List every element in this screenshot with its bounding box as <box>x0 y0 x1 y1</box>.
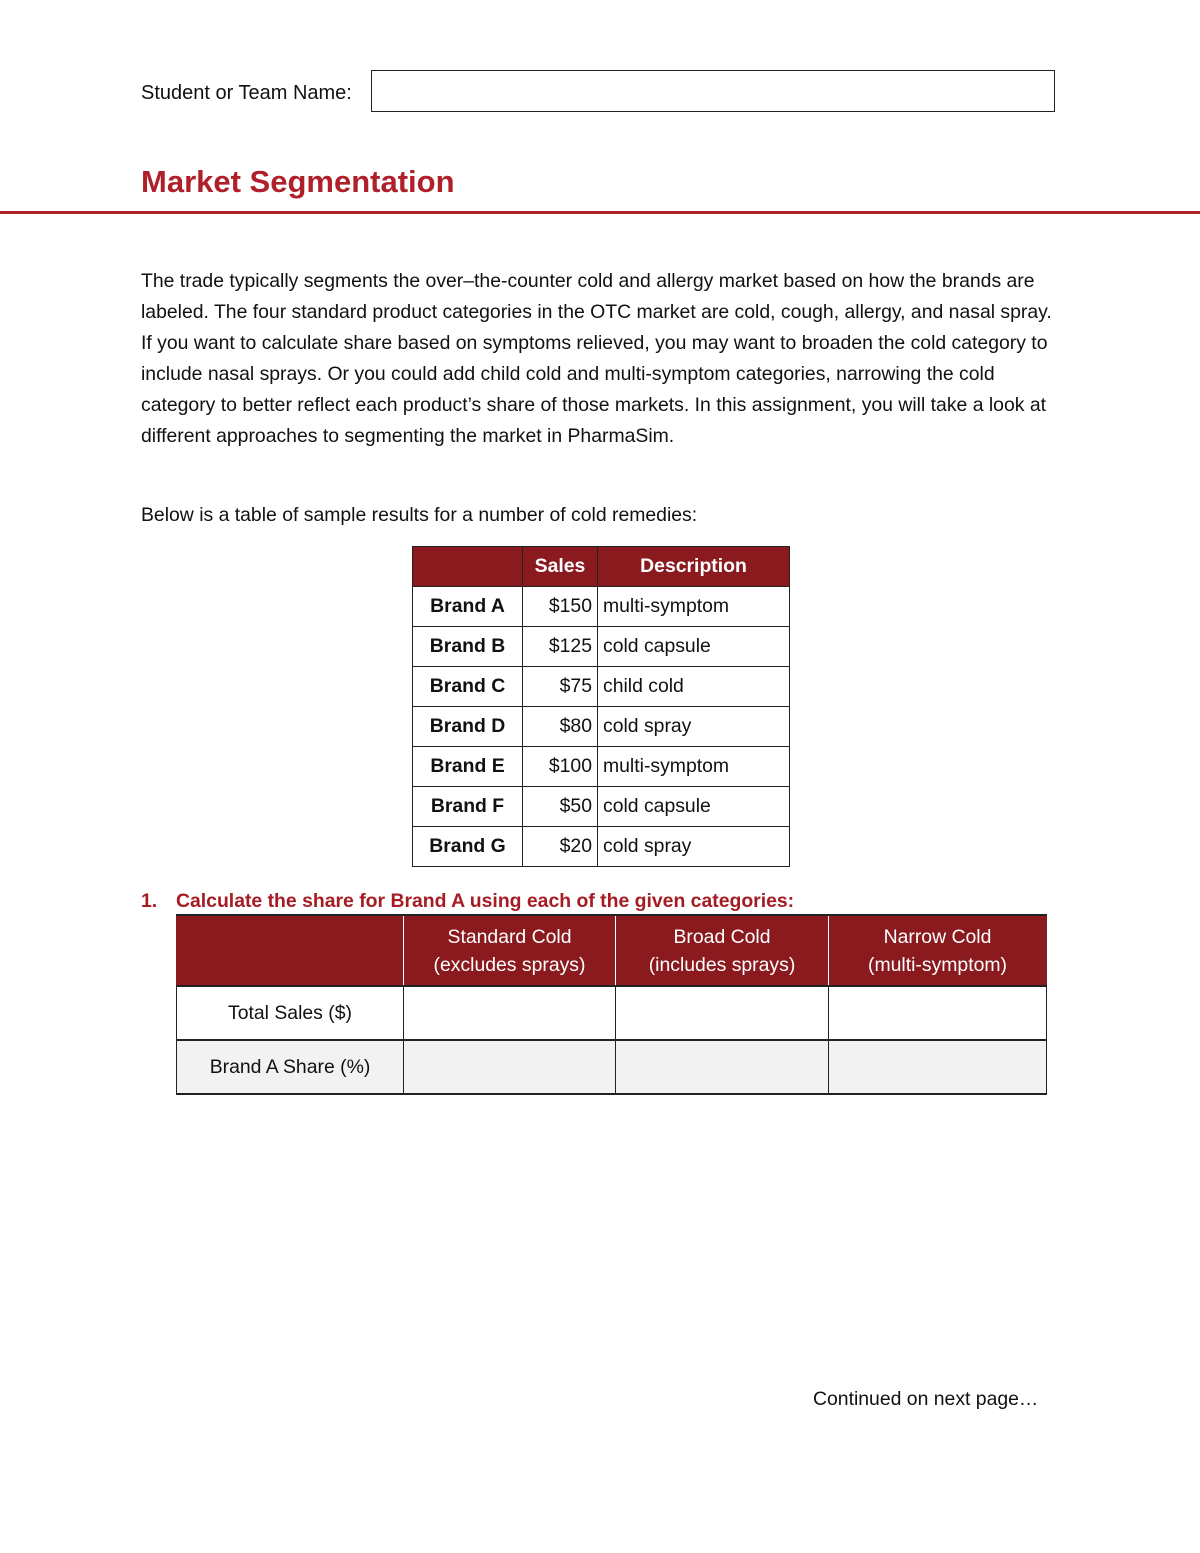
description-cell: child cold <box>598 667 790 707</box>
brand-cell: Brand D <box>413 707 523 747</box>
description-cell: cold spray <box>598 827 790 867</box>
question-text: Calculate the share for Brand A using each of the given categories: <box>176 890 795 912</box>
table-intro-text: Below is a table of sample results for a number of cold remedies: <box>141 504 698 526</box>
intro-paragraph: The trade typically segments the over–the-counter cold and allergy market based on how the brands are labeled. The four standard product categories in the OTC market are cold, cough, allergy, and nasal spray. If you want to calculate share based on symptoms relieved, you may want to broaden the cold category to include nasal sprays. Or you could add child cold and multi-symptom categories, narrowing the cold category to better reflect each product’s share of those markets. In this assignment, you will take a look at different approaches to segmenting the market in PharmaSim. <box>141 270 1052 447</box>
sales-cell: $100 <box>523 747 598 787</box>
brand-a-share-table <box>176 914 1047 1095</box>
row-label-column-header <box>177 915 404 986</box>
table-row <box>413 747 790 787</box>
table-row <box>413 587 790 627</box>
column-header-line1: Narrow Cold <box>883 925 992 948</box>
page-title: Market Segmentation <box>141 164 455 199</box>
column-header-line1: Standard Cold <box>447 925 572 948</box>
table-header-row <box>413 547 790 587</box>
standard-cold-share-cell[interactable] <box>404 1040 616 1094</box>
table-row <box>413 707 790 747</box>
description-column-header: Description <box>598 547 790 587</box>
table-row <box>413 627 790 667</box>
brand-column-header <box>413 547 523 587</box>
continued-note: Continued on next page… <box>813 1388 1039 1410</box>
brand-cell: Brand F <box>413 787 523 827</box>
sales-cell: $75 <box>523 667 598 707</box>
table-row <box>413 667 790 707</box>
broad-cold-total-sales-cell[interactable] <box>616 986 829 1040</box>
broad-cold-column-header <box>616 915 829 986</box>
share-table-header-row <box>177 915 1047 986</box>
student-name-label: Student or Team Name: <box>141 82 352 104</box>
standard-cold-total-sales-cell[interactable] <box>404 986 616 1040</box>
narrow-cold-total-sales-cell[interactable] <box>829 986 1047 1040</box>
narrow-cold-share-cell[interactable] <box>829 1040 1047 1094</box>
student-name-input[interactable] <box>371 70 1055 112</box>
description-cell: multi-symptom <box>598 587 790 627</box>
sample-results-table <box>412 546 790 867</box>
description-cell: cold capsule <box>598 627 790 667</box>
column-header-line2: (multi-symptom) <box>868 953 1007 976</box>
column-header-line2: (excludes sprays) <box>433 953 586 976</box>
total-sales-label: Total Sales ($) <box>177 986 404 1040</box>
sales-cell: $80 <box>523 707 598 747</box>
narrow-cold-column-header <box>829 915 1047 986</box>
brand-cell: Brand G <box>413 827 523 867</box>
standard-cold-column-header <box>404 915 616 986</box>
brand-cell: Brand C <box>413 667 523 707</box>
column-header-line2: (includes sprays) <box>648 953 796 976</box>
description-cell: cold capsule <box>598 787 790 827</box>
brand-a-share-row <box>177 1040 1047 1094</box>
brand-cell: Brand B <box>413 627 523 667</box>
sales-cell: $50 <box>523 787 598 827</box>
description-cell: multi-symptom <box>598 747 790 787</box>
column-header-line1: Broad Cold <box>673 925 771 948</box>
total-sales-row <box>177 986 1047 1040</box>
sales-cell: $20 <box>523 827 598 867</box>
table-row <box>413 827 790 867</box>
brand-cell: Brand A <box>413 587 523 627</box>
description-cell: cold spray <box>598 707 790 747</box>
sales-cell: $150 <box>523 587 598 627</box>
title-divider <box>0 211 1200 214</box>
sales-cell: $125 <box>523 627 598 667</box>
brand-cell: Brand E <box>413 747 523 787</box>
table-row <box>413 787 790 827</box>
brand-a-share-label: Brand A Share (%) <box>177 1040 404 1094</box>
question-number: 1. <box>141 890 158 912</box>
broad-cold-share-cell[interactable] <box>616 1040 829 1094</box>
sales-column-header: Sales <box>523 547 598 587</box>
question-1 <box>141 887 794 915</box>
